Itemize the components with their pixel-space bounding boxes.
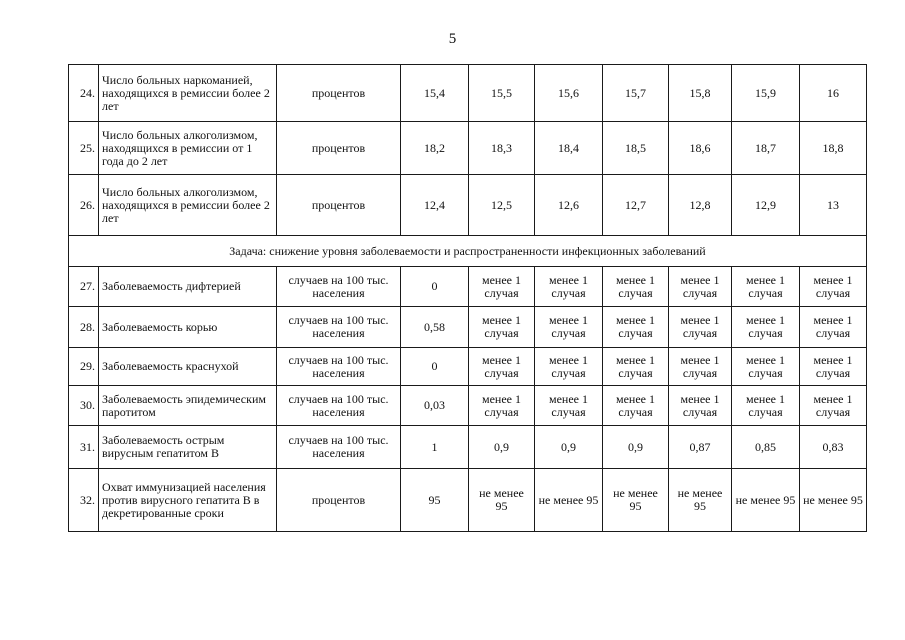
value-cell: 18,2 [401, 122, 469, 175]
value-cell: 0,03 [401, 386, 469, 426]
value-cell: 15,9 [732, 65, 800, 122]
value-cell: 12,7 [603, 175, 669, 236]
value-cell: менее 1 случая [800, 267, 867, 307]
row-number: 28. [69, 307, 99, 348]
value-cell: 0,87 [669, 426, 732, 469]
value-cell: 0 [401, 267, 469, 307]
unit-cell: процентов [277, 122, 401, 175]
value-cell: 12,6 [535, 175, 603, 236]
value-cell: не менее 95 [669, 469, 732, 532]
row-number: 27. [69, 267, 99, 307]
value-cell: 12,9 [732, 175, 800, 236]
value-cell: менее 1 случая [535, 386, 603, 426]
table-row [69, 348, 867, 386]
row-number: 24. [69, 65, 99, 122]
value-cell: менее 1 случая [732, 386, 800, 426]
value-cell: менее 1 случая [535, 267, 603, 307]
row-number: 29. [69, 348, 99, 386]
value-cell: менее 1 случая [535, 348, 603, 386]
indicator-name: Заболеваемость корью [99, 307, 277, 348]
row-number: 32. [69, 469, 99, 532]
unit-cell: процентов [277, 175, 401, 236]
value-cell: 0,85 [732, 426, 800, 469]
value-cell: менее 1 случая [732, 307, 800, 348]
value-cell: менее 1 случая [732, 267, 800, 307]
value-cell: менее 1 случая [469, 386, 535, 426]
indicator-name: Число больных алкоголизмом, находящихся в ремиссии более 2 лет [99, 175, 277, 236]
indicator-name: Охват иммунизацией населения против вирусного гепатита В в декретированные сроки [99, 469, 277, 532]
value-cell: менее 1 случая [603, 386, 669, 426]
value-cell: менее 1 случая [800, 348, 867, 386]
value-cell: 12,8 [669, 175, 732, 236]
unit-cell: случаев на 100 тыс. населения [277, 307, 401, 348]
value-cell: менее 1 случая [535, 307, 603, 348]
unit-cell: случаев на 100 тыс. населения [277, 267, 401, 307]
indicator-name: Заболеваемость дифтерией [99, 267, 277, 307]
value-cell: 13 [800, 175, 867, 236]
value-cell: 18,7 [732, 122, 800, 175]
value-cell: 12,4 [401, 175, 469, 236]
page-number: 5 [448, 31, 457, 47]
indicators-table [68, 64, 867, 532]
value-cell: 15,7 [603, 65, 669, 122]
value-cell: менее 1 случая [732, 348, 800, 386]
value-cell: не менее 95 [469, 469, 535, 532]
value-cell: менее 1 случая [603, 348, 669, 386]
value-cell: 15,8 [669, 65, 732, 122]
value-cell: не менее 95 [535, 469, 603, 532]
table-row [69, 122, 867, 175]
table-body-before [69, 65, 867, 236]
value-cell: 0,9 [603, 426, 669, 469]
indicator-name: Заболеваемость эпидемическим паротитом [99, 386, 277, 426]
value-cell: менее 1 случая [669, 267, 732, 307]
task-row [69, 236, 867, 267]
row-number: 31. [69, 426, 99, 469]
indicator-name: Заболеваемость краснухой [99, 348, 277, 386]
value-cell: 15,5 [469, 65, 535, 122]
indicator-name: Число больных наркоманией, находящихся в ремиссии более 2 лет [99, 65, 277, 122]
value-cell: 12,5 [469, 175, 535, 236]
value-cell: менее 1 случая [669, 386, 732, 426]
table-row [69, 175, 867, 236]
table-row [69, 469, 867, 532]
value-cell: 18,6 [669, 122, 732, 175]
row-number: 30. [69, 386, 99, 426]
value-cell: 16 [800, 65, 867, 122]
row-number: 25. [69, 122, 99, 175]
value-cell: 15,6 [535, 65, 603, 122]
value-cell: 0,83 [800, 426, 867, 469]
unit-cell: случаев на 100 тыс. населения [277, 386, 401, 426]
unit-cell: процентов [277, 65, 401, 122]
value-cell: менее 1 случая [469, 348, 535, 386]
value-cell: менее 1 случая [603, 307, 669, 348]
indicator-name: Заболеваемость острым вирусным гепатитом В [99, 426, 277, 469]
value-cell: 18,8 [800, 122, 867, 175]
row-number: 26. [69, 175, 99, 236]
value-cell: не менее 95 [800, 469, 867, 532]
value-cell: менее 1 случая [800, 307, 867, 348]
value-cell: менее 1 случая [603, 267, 669, 307]
value-cell: 18,4 [535, 122, 603, 175]
table-row [69, 65, 867, 122]
table-body-after [69, 267, 867, 532]
value-cell: 0,58 [401, 307, 469, 348]
unit-cell: случаев на 100 тыс. населения [277, 348, 401, 386]
value-cell: 0 [401, 348, 469, 386]
value-cell: не менее 95 [603, 469, 669, 532]
value-cell: менее 1 случая [669, 307, 732, 348]
table-row [69, 267, 867, 307]
value-cell: менее 1 случая [469, 267, 535, 307]
value-cell: 0,9 [469, 426, 535, 469]
value-cell: 0,9 [535, 426, 603, 469]
value-cell: 18,5 [603, 122, 669, 175]
table-row [69, 426, 867, 469]
table-body-task [69, 236, 867, 267]
value-cell: менее 1 случая [669, 348, 732, 386]
value-cell: менее 1 случая [800, 386, 867, 426]
indicator-name: Число больных алкоголизмом, находящихся в ремиссии от 1 года до 2 лет [99, 122, 277, 175]
task-heading: Задача: снижение уровня заболеваемости и распространенности инфекционных заболеваний [69, 236, 867, 267]
unit-cell: случаев на 100 тыс. населения [277, 426, 401, 469]
value-cell: 95 [401, 469, 469, 532]
unit-cell: процентов [277, 469, 401, 532]
value-cell: менее 1 случая [469, 307, 535, 348]
value-cell: не менее 95 [732, 469, 800, 532]
table-row [69, 307, 867, 348]
table-row [69, 386, 867, 426]
value-cell: 18,3 [469, 122, 535, 175]
value-cell: 1 [401, 426, 469, 469]
value-cell: 15,4 [401, 65, 469, 122]
